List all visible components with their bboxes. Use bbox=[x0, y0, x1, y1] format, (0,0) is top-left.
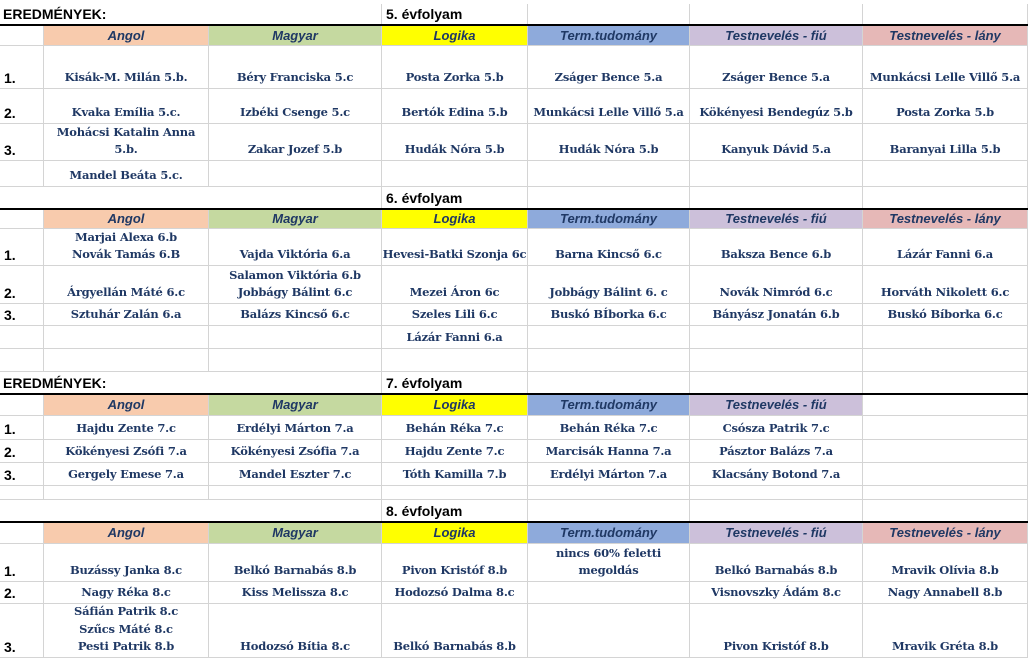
result-cell bbox=[528, 604, 690, 658]
subject-header: Term.tudomány bbox=[528, 209, 690, 229]
result-cell: Belkó Barnabás 8.b bbox=[690, 544, 863, 582]
result-cell: Pásztor Balázs 7.a bbox=[690, 440, 863, 463]
result-cell: Buskó Bíborka 6.c bbox=[863, 304, 1028, 326]
section-divider bbox=[0, 208, 1028, 210]
result-cell: Marjai Alexa 6.b Novák Tamás 6.B bbox=[44, 229, 209, 266]
result-cell bbox=[690, 326, 863, 349]
rank-label: 1. bbox=[0, 544, 44, 582]
result-cell: Zakar Jozef 5.b bbox=[209, 124, 382, 161]
result-cell: Mravik Gréta 8.b bbox=[863, 604, 1028, 658]
result-cell: Behán Réka 7.c bbox=[382, 416, 528, 440]
subject-header: Logika bbox=[382, 394, 528, 416]
blank-cell bbox=[690, 500, 863, 522]
result-cell: Lázár Fanni 6.a bbox=[863, 229, 1028, 266]
result-cell: Vajda Viktória 6.a bbox=[209, 229, 382, 266]
rank-label: 3. bbox=[0, 463, 44, 486]
result-cell: Visnovszky Ádám 8.c bbox=[690, 582, 863, 604]
section-title: 8. évfolyam bbox=[382, 500, 528, 522]
result-cell: Jobbágy Bálint 6. c bbox=[528, 266, 690, 304]
subject-header: Logika bbox=[382, 25, 528, 46]
result-cell bbox=[863, 326, 1028, 349]
result-cell: Horváth Nikolett 6.c bbox=[863, 266, 1028, 304]
rank-label: 2. bbox=[0, 440, 44, 463]
result-cell: Marcisák Hanna 7.a bbox=[528, 440, 690, 463]
subject-header: Term.tudomány bbox=[528, 522, 690, 544]
result-cell: Mandel Eszter 7.c bbox=[209, 463, 382, 486]
blank-cell bbox=[0, 209, 44, 229]
result-cell: Zságer Bence 5.a bbox=[690, 46, 863, 89]
result-cell: Buskó BÍborka 6.c bbox=[528, 304, 690, 326]
rank-label: 3. bbox=[0, 604, 44, 658]
result-cell: Szeles Lili 6.c bbox=[382, 304, 528, 326]
result-cell: Hudák Nóra 5.b bbox=[528, 124, 690, 161]
result-cell: Mezei Áron 6c bbox=[382, 266, 528, 304]
subject-header: Testnevelés - lány bbox=[863, 209, 1028, 229]
result-cell bbox=[528, 349, 690, 372]
blank-cell bbox=[528, 372, 690, 394]
rank-label: 1. bbox=[0, 416, 44, 440]
rank-label bbox=[0, 349, 44, 372]
result-cell: Izbéki Csenge 5.c bbox=[209, 89, 382, 124]
result-cell bbox=[382, 161, 528, 187]
result-cell: Kökényesi Zsófi 7.a bbox=[44, 440, 209, 463]
section-divider bbox=[0, 393, 1028, 395]
result-cell: Erdélyi Márton 7.a bbox=[209, 416, 382, 440]
result-cell: Bányász Jonatán 6.b bbox=[690, 304, 863, 326]
result-cell bbox=[44, 349, 209, 372]
result-cell bbox=[44, 486, 209, 500]
blank-cell bbox=[690, 187, 863, 209]
result-cell: Hodozsó Bítia 8.c bbox=[209, 604, 382, 658]
result-cell: Belkó Barnabás 8.b bbox=[209, 544, 382, 582]
result-cell: Balázs Kincső 6.c bbox=[209, 304, 382, 326]
section-label: EREDMÉNYEK: bbox=[0, 372, 209, 394]
result-cell bbox=[528, 161, 690, 187]
subject-header: Testnevelés - lány bbox=[863, 25, 1028, 46]
blank-cell bbox=[863, 500, 1028, 522]
blank-cell bbox=[209, 187, 382, 209]
result-cell: Munkácsi Lelle Villő 5.a bbox=[528, 89, 690, 124]
rank-label bbox=[0, 326, 44, 349]
result-cell: Gergely Emese 7.a bbox=[44, 463, 209, 486]
result-cell: Tóth Kamilla 7.b bbox=[382, 463, 528, 486]
result-cell bbox=[209, 326, 382, 349]
blank-cell bbox=[690, 372, 863, 394]
section-label: EREDMÉNYEK: bbox=[0, 4, 209, 25]
section-label bbox=[0, 187, 209, 209]
section-label bbox=[0, 500, 209, 522]
result-cell: Belkó Barnabás 8.b bbox=[382, 604, 528, 658]
subject-header: Angol bbox=[44, 394, 209, 416]
rank-label: 2. bbox=[0, 266, 44, 304]
result-cell bbox=[863, 486, 1028, 500]
result-cell: Pivon Kristóf 8.b bbox=[382, 544, 528, 582]
section-divider bbox=[0, 24, 1028, 26]
rank-label: 3. bbox=[0, 124, 44, 161]
result-cell bbox=[690, 161, 863, 187]
subject-header bbox=[863, 394, 1028, 416]
result-cell: Posta Zorka 5.b bbox=[863, 89, 1028, 124]
result-cell: Baranyai Lilla 5.b bbox=[863, 124, 1028, 161]
result-cell: Mravik Olívia 8.b bbox=[863, 544, 1028, 582]
result-cell: Kökényesi Zsófia 7.a bbox=[209, 440, 382, 463]
blank-cell bbox=[0, 522, 44, 544]
rank-label: 2. bbox=[0, 89, 44, 124]
result-cell: Béry Franciska 5.c bbox=[209, 46, 382, 89]
result-cell: Zságer Bence 5.a bbox=[528, 46, 690, 89]
subject-header: Magyar bbox=[209, 25, 382, 46]
subject-header: Logika bbox=[382, 522, 528, 544]
result-cell: nincs 60% feletti megoldás bbox=[528, 544, 690, 582]
result-cell: Nagy Annabell 8.b bbox=[863, 582, 1028, 604]
result-cell: Bertók Edina 5.b bbox=[382, 89, 528, 124]
subject-header: Term.tudomány bbox=[528, 25, 690, 46]
result-cell bbox=[863, 463, 1028, 486]
subject-header: Magyar bbox=[209, 522, 382, 544]
subject-header: Testnevelés - fiú bbox=[690, 209, 863, 229]
result-cell bbox=[690, 349, 863, 372]
result-cell bbox=[528, 486, 690, 500]
subject-header: Angol bbox=[44, 209, 209, 229]
result-cell bbox=[863, 416, 1028, 440]
blank-cell bbox=[863, 372, 1028, 394]
subject-header: Logika bbox=[382, 209, 528, 229]
result-cell: Klacsány Botond 7.a bbox=[690, 463, 863, 486]
result-cell: Erdélyi Márton 7.a bbox=[528, 463, 690, 486]
result-cell: Kiss Melissza 8.c bbox=[209, 582, 382, 604]
subject-header: Magyar bbox=[209, 394, 382, 416]
rank-label: 1. bbox=[0, 229, 44, 266]
blank-cell bbox=[0, 394, 44, 416]
result-cell: Nagy Réka 8.c bbox=[44, 582, 209, 604]
result-cell: Baksza Bence 6.b bbox=[690, 229, 863, 266]
rank-label: 2. bbox=[0, 582, 44, 604]
subject-header: Angol bbox=[44, 522, 209, 544]
blank-cell bbox=[690, 4, 863, 25]
blank-cell bbox=[863, 4, 1028, 25]
subject-header: Testnevelés - lány bbox=[863, 522, 1028, 544]
result-cell: Pivon Kristóf 8.b bbox=[690, 604, 863, 658]
result-cell: Salamon Viktória 6.b Jobbágy Bálint 6.c bbox=[209, 266, 382, 304]
result-cell bbox=[382, 486, 528, 500]
result-cell: Posta Zorka 5.b bbox=[382, 46, 528, 89]
section-divider bbox=[0, 521, 1028, 523]
result-cell bbox=[209, 161, 382, 187]
result-cell bbox=[863, 349, 1028, 372]
subject-header: Term.tudomány bbox=[528, 394, 690, 416]
result-cell: Hevesi-Batki Szonja 6c bbox=[382, 229, 528, 266]
result-cell: Hajdu Zente 7.c bbox=[382, 440, 528, 463]
result-cell: Behán Réka 7.c bbox=[528, 416, 690, 440]
result-cell: Hodozsó Dalma 8.c bbox=[382, 582, 528, 604]
result-cell: Sztuhár Zalán 6.a bbox=[44, 304, 209, 326]
subject-header: Magyar bbox=[209, 209, 382, 229]
blank-cell bbox=[209, 500, 382, 522]
result-cell: Kvaka Emília 5.c. bbox=[44, 89, 209, 124]
blank-cell bbox=[863, 187, 1028, 209]
subject-header: Testnevelés - fiú bbox=[690, 25, 863, 46]
result-cell bbox=[528, 582, 690, 604]
result-cell bbox=[209, 486, 382, 500]
result-cell: Mohácsi Katalin Anna 5.b. bbox=[44, 124, 209, 161]
blank-cell bbox=[209, 4, 382, 25]
rank-label: 1. bbox=[0, 46, 44, 89]
result-cell: Árgyellán Máté 6.c bbox=[44, 266, 209, 304]
result-cell bbox=[44, 326, 209, 349]
result-cell: Mandel Beáta 5.c. bbox=[44, 161, 209, 187]
subject-header: Angol bbox=[44, 25, 209, 46]
result-cell bbox=[209, 349, 382, 372]
subject-header: Testnevelés - fiú bbox=[690, 394, 863, 416]
result-cell: Barna Kincső 6.c bbox=[528, 229, 690, 266]
result-cell: Kisák-M. Milán 5.b. bbox=[44, 46, 209, 89]
result-cell bbox=[690, 486, 863, 500]
result-cell: Hajdu Zente 7.c bbox=[44, 416, 209, 440]
blank-cell bbox=[209, 372, 382, 394]
section-title: 5. évfolyam bbox=[382, 4, 528, 25]
result-cell: Csósza Patrik 7.c bbox=[690, 416, 863, 440]
result-cell: Buzássy Janka 8.c bbox=[44, 544, 209, 582]
result-cell bbox=[863, 440, 1028, 463]
result-cell: Munkácsi Lelle Villő 5.a bbox=[863, 46, 1028, 89]
section-title: 6. évfolyam bbox=[382, 187, 528, 209]
subject-header: Testnevelés - fiú bbox=[690, 522, 863, 544]
blank-cell bbox=[528, 187, 690, 209]
blank-cell bbox=[528, 500, 690, 522]
result-cell: Hudák Nóra 5.b bbox=[382, 124, 528, 161]
result-cell bbox=[528, 326, 690, 349]
section-title: 7. évfolyam bbox=[382, 372, 528, 394]
blank-cell bbox=[0, 25, 44, 46]
result-cell bbox=[382, 349, 528, 372]
result-cell: Kanyuk Dávid 5.a bbox=[690, 124, 863, 161]
result-cell: Kökényesi Bendegúz 5.b bbox=[690, 89, 863, 124]
result-cell: Sáfián Patrik 8.c Szűcs Máté 8.c Pesti Patrik 8.b bbox=[44, 604, 209, 658]
blank-cell bbox=[528, 4, 690, 25]
result-cell: Lázár Fanni 6.a bbox=[382, 326, 528, 349]
result-cell: Novák Nimród 6.c bbox=[690, 266, 863, 304]
rank-label bbox=[0, 486, 44, 500]
result-cell bbox=[863, 161, 1028, 187]
rank-label: 3. bbox=[0, 304, 44, 326]
rank-label bbox=[0, 161, 44, 187]
